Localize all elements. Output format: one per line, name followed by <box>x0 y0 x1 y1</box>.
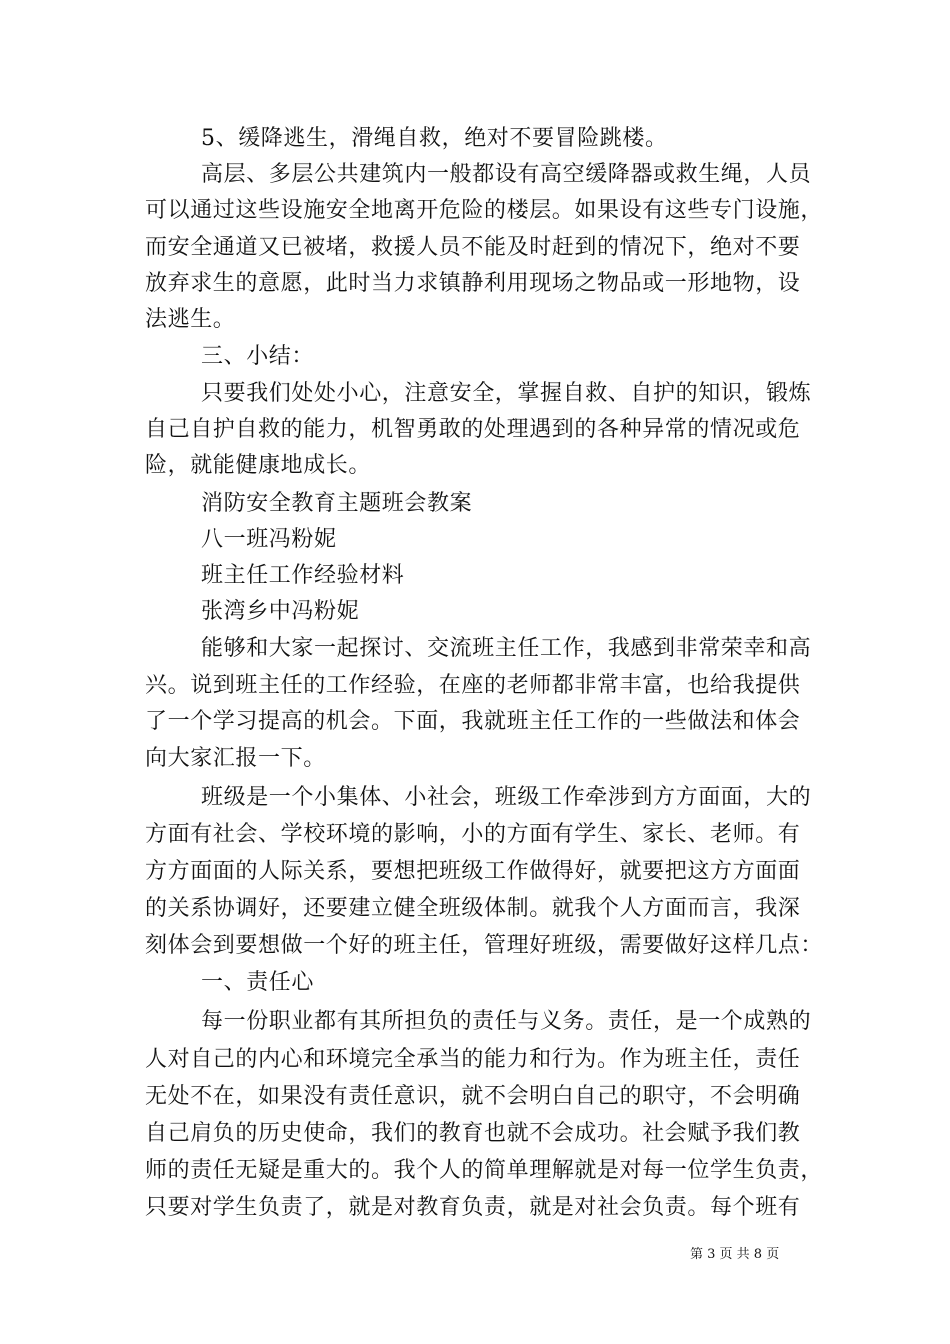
section-heading: 一、责任心 <box>201 970 315 995</box>
section-heading: 三、小结： <box>201 344 315 369</box>
paragraph-line: 无处不在，如果没有责任意识，就不会明白自己的职守，不会明确 <box>145 1084 801 1109</box>
paragraph-line: 自己肩负的历史使命，我们的教育也就不会成功。社会赋予我们教 <box>145 1121 801 1146</box>
document-title: 消防安全教育主题班会教案 <box>201 491 473 516</box>
paragraph-line: 放弃求生的意愿，此时当力求镇静利用现场之物品或一形地物，设 <box>145 271 801 296</box>
paragraph-line: 人对自己的内心和环境完全承当的能力和行为。作为班主任，责任 <box>145 1047 801 1072</box>
paragraph-line: 险，就能健康地成长。 <box>145 453 372 478</box>
paragraph-line: 只要对学生负责了，就是对教育负责，就是对社会负责。每个班有 <box>145 1195 801 1220</box>
paragraph-line: 而安全通道又已被堵，救援人员不能及时赶到的情况下，绝对不要 <box>145 235 801 260</box>
paragraph-line: 5、缓降逃生，滑绳自救，绝对不要冒险跳楼。 <box>201 126 668 151</box>
page-number: 第 3 页 共 8 页 <box>690 1247 780 1262</box>
paragraph-line: 刻体会到要想做一个好的班主任，管理好班级，需要做好这样几点： <box>145 933 824 958</box>
paragraph-line: 自己自护自救的能力，机智勇敢的处理遇到的各种异常的情况或危 <box>145 417 801 442</box>
paragraph-line: 向大家汇报一下。 <box>145 746 326 771</box>
document-title: 班主任工作经验材料 <box>201 563 405 588</box>
paragraph-line: 方面有社会、学校环境的影响，小的方面有学生、家长、老师。有 <box>145 822 801 847</box>
author-line: 八一班冯粉妮 <box>201 527 337 552</box>
paragraph-line: 法逃生。 <box>145 307 236 332</box>
paragraph-line: 班级是一个小集体、小社会，班级工作牵涉到方方面面，大的 <box>201 785 812 810</box>
paragraph-line: 了一个学习提高的机会。下面，我就班主任工作的一些做法和体会 <box>145 709 801 734</box>
paragraph-line: 可以通过这些设施安全地离开危险的楼层。如果设有这些专门设施， <box>145 198 824 223</box>
paragraph-line: 高层、多层公共建筑内一般都设有高空缓降器或救生绳，人员 <box>201 162 812 187</box>
paragraph-line: 方方面面的人际关系，要想把班级工作做得好，就要把这方方面面 <box>145 859 801 884</box>
paragraph-line: 的关系协调好，还要建立健全班级体制。就我个人方面而言，我深 <box>145 896 801 921</box>
paragraph-line: 兴。说到班主任的工作经验，在座的老师都非常丰富，也给我提供 <box>145 673 801 698</box>
author-line: 张湾乡中冯粉妮 <box>201 599 360 624</box>
paragraph-line: 师的责任无疑是重大的。我个人的简单理解就是对每一位学生负责， <box>145 1158 824 1183</box>
paragraph-line: 只要我们处处小心，注意安全，掌握自救、自护的知识，锻炼 <box>201 381 812 406</box>
paragraph-line: 每一份职业都有其所担负的责任与义务。责任，是一个成熟的 <box>201 1009 812 1034</box>
paragraph-line: 能够和大家一起探讨、交流班主任工作，我感到非常荣幸和高 <box>201 636 812 661</box>
